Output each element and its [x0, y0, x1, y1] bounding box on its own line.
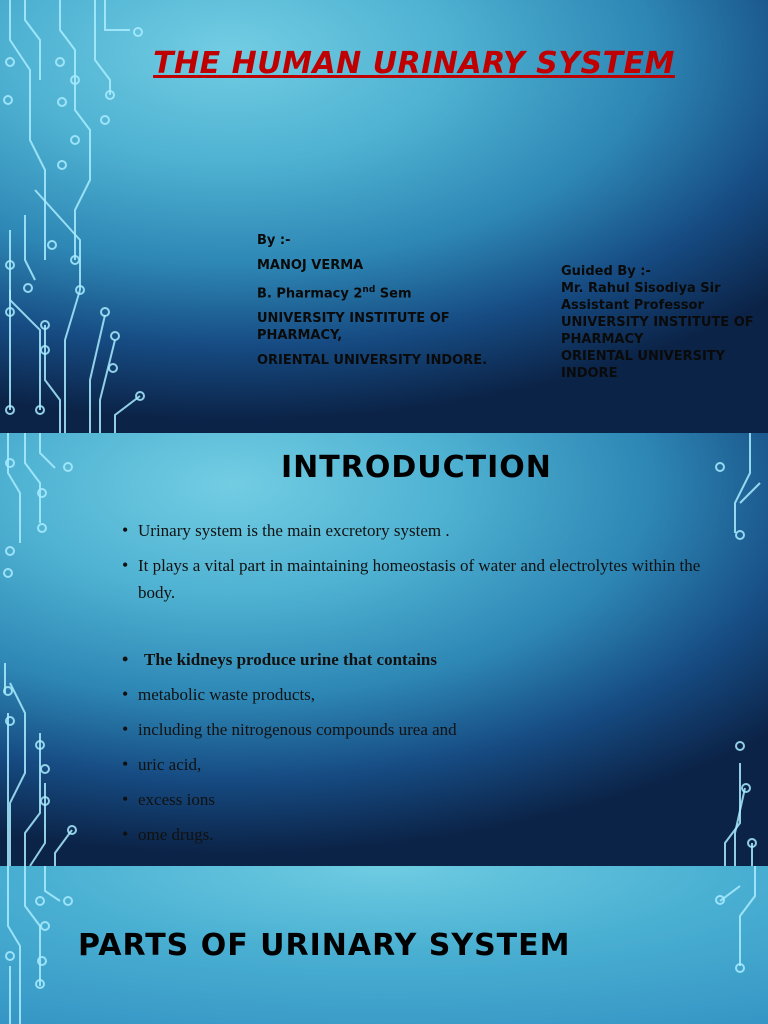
- guide-title: Assistant Professor: [561, 298, 704, 313]
- course-info: B. Pharmacy 2nd Sem: [257, 285, 412, 302]
- guide-university: ORIENTAL UNIVERSITY INDORE: [561, 349, 726, 381]
- list-item: • excess ions: [122, 786, 732, 813]
- list-item: • ome drugs.: [122, 821, 732, 848]
- guide-institute: UNIVERSITY INSTITUTE OF PHARMACY: [561, 315, 754, 347]
- guide-block: [561, 263, 768, 382]
- list-item: • The kidneys produce urine that contains: [122, 646, 732, 673]
- guide-name: Mr. Rahul Sisodiya Sir: [561, 281, 721, 296]
- slide-heading: PARTS OF URINARY SYSTEM: [78, 928, 571, 963]
- author-block: [257, 232, 507, 377]
- slide-parts: [0, 866, 768, 1024]
- slide-heading: INTRODUCTION: [281, 450, 552, 485]
- list-item: • Urinary system is the main excretory system .: [122, 517, 732, 544]
- list-item: • It plays a vital part in maintaining homeostasis of water and electrolytes within the body.: [122, 552, 732, 606]
- by-label: By :-: [257, 233, 291, 248]
- university-name: ORIENTAL UNIVERSITY INDORE.: [257, 353, 488, 369]
- list-item: • metabolic waste products,: [122, 681, 732, 708]
- institute-name: UNIVERSITY INSTITUTE OF PHARMACY,: [257, 311, 450, 344]
- author-name: MANOJ VERMA: [257, 258, 364, 273]
- slide-introduction: [0, 433, 768, 866]
- presentation-title: THE HUMAN URINARY SYSTEM: [153, 46, 675, 81]
- list-item: • uric acid,: [122, 751, 732, 778]
- guided-by-label: Guided By :-: [561, 264, 651, 279]
- slide-title: [0, 0, 768, 433]
- list-item: • including the nitrogenous compounds urea and: [122, 716, 732, 743]
- bullet-list: [122, 517, 732, 856]
